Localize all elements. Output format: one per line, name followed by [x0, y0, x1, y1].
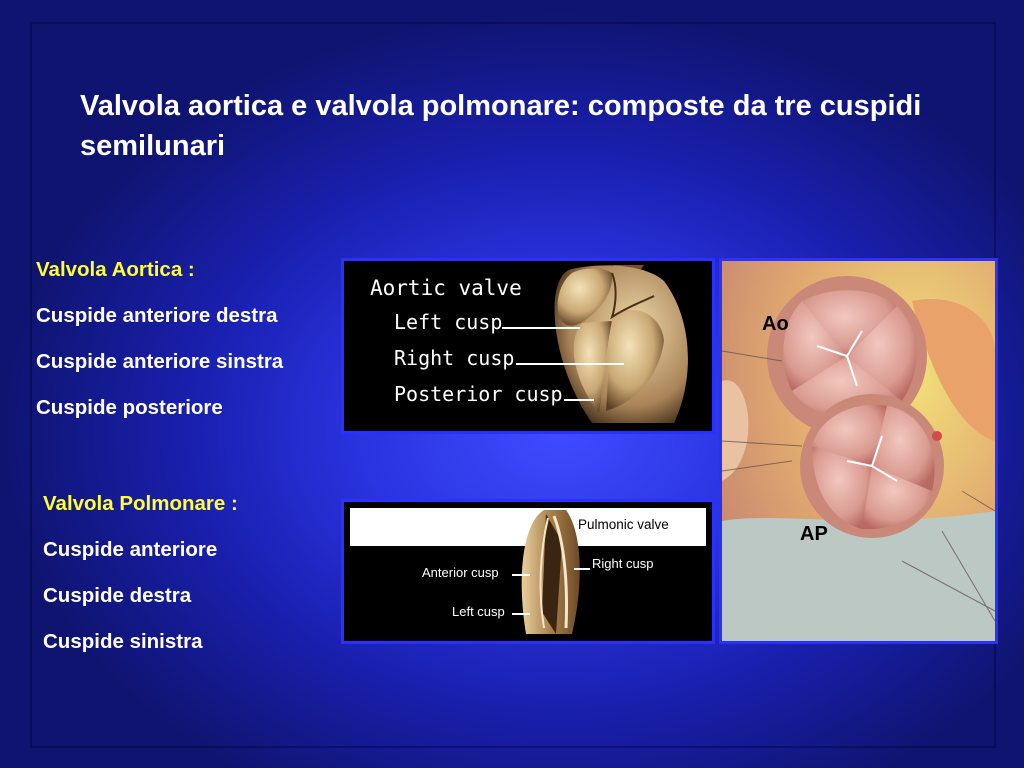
pulmonic-figure-label: Left cusp — [452, 604, 505, 619]
aortic-list — [36, 258, 283, 442]
aortic-figure-label: Right cusp — [394, 346, 515, 370]
pulmonic-valve-illustration — [344, 502, 712, 641]
ao-label: Ao — [762, 313, 789, 335]
aortic-item: Cuspide anteriore destra — [36, 304, 278, 327]
aortic-valve-figure — [341, 258, 715, 434]
anatomy-figure — [719, 258, 998, 644]
pulmonic-figure-label: Right cusp — [592, 556, 654, 571]
aortic-figure-label: Posterior cusp — [394, 382, 563, 406]
pulmonary-item: Cuspide anteriore — [43, 538, 218, 561]
ap-label: AP — [800, 523, 828, 545]
pulmonary-heading: Valvola Polmonare : — [43, 492, 238, 515]
aortic-figure-label: Left cusp — [394, 310, 503, 334]
aortic-item: Cuspide anteriore sinstra — [36, 350, 284, 373]
pulmonic-figure-label: Anterior cusp — [422, 565, 499, 580]
aortic-figure-title: Aortic valve — [370, 276, 522, 300]
pulmonary-item: Cuspide destra — [43, 584, 192, 607]
aortic-valve-illustration — [344, 261, 712, 431]
pulmonary-item: Cuspide sinistra — [43, 630, 203, 653]
aortic-item: Cuspide posteriore — [36, 396, 223, 419]
slide-title: Valvola aortica e valvola polmonare: composte da tre cuspidi semilunari — [80, 90, 922, 162]
pulmonary-list — [43, 492, 238, 676]
pulmonic-valve-figure — [341, 499, 715, 644]
pulmonic-figure-title: Pulmonic valve — [578, 517, 669, 532]
aortic-heading: Valvola Aortica : — [36, 258, 195, 281]
